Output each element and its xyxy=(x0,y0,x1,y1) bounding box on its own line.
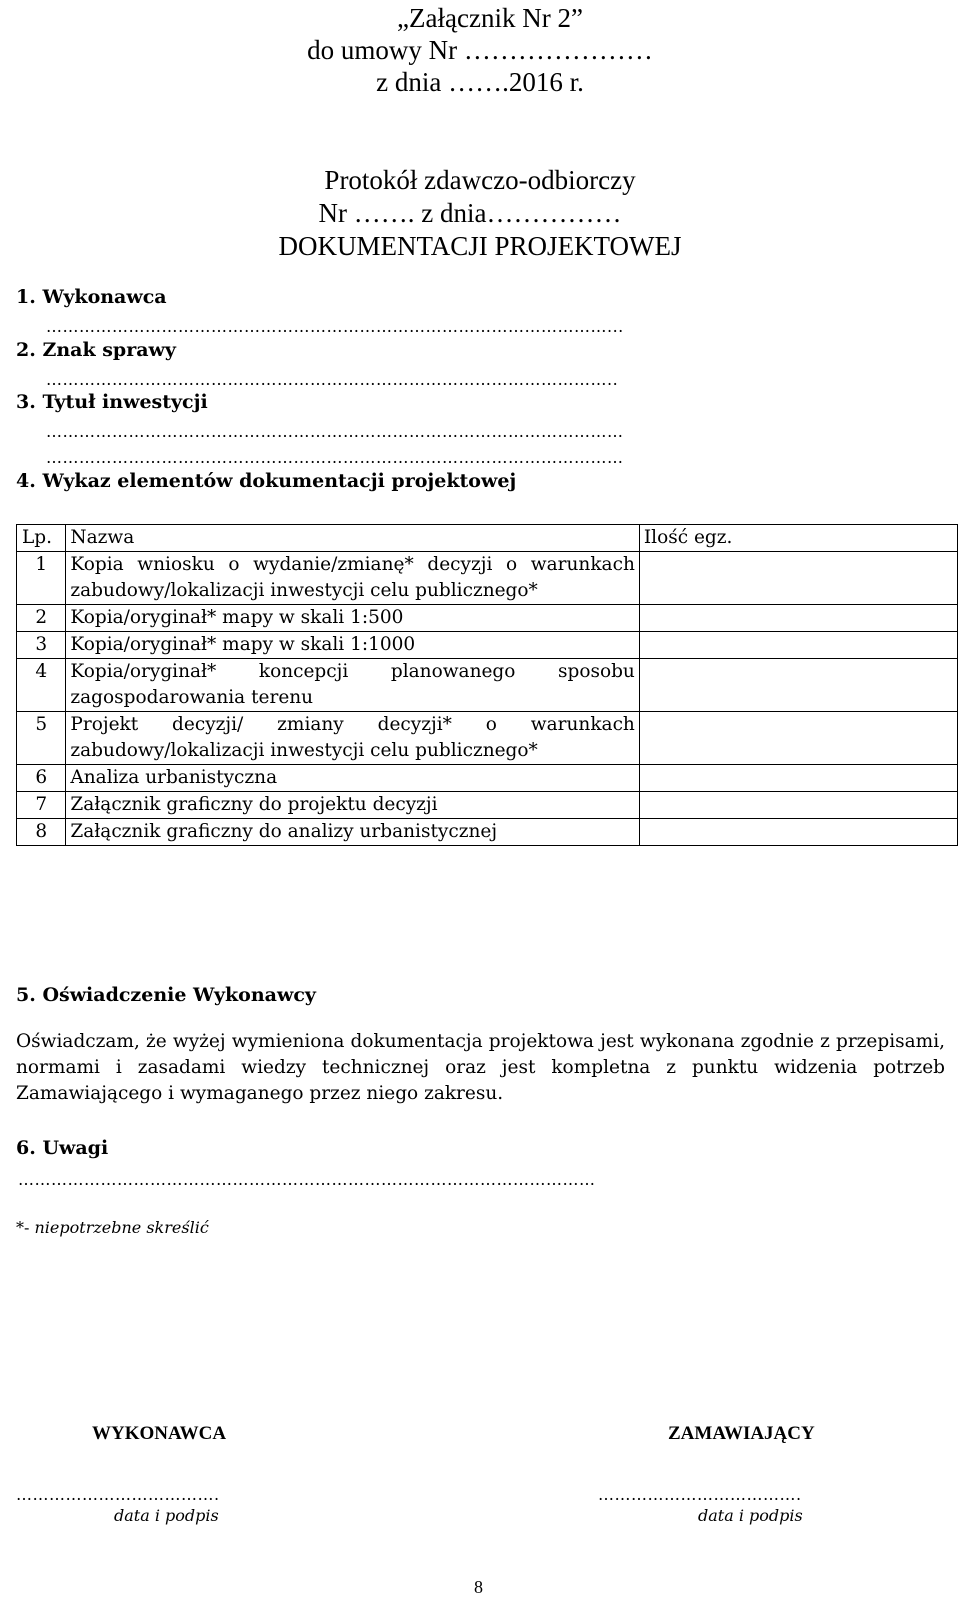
client-signature-label: ZAMAWIAJĄCY xyxy=(668,1423,815,1444)
row-name: Załącznik graficzny do projektu decyzji xyxy=(66,792,639,819)
protocol-subject-line: DOKUMENTACJI PROJEKTOWEJ xyxy=(278,231,682,261)
table-row xyxy=(17,765,958,792)
investment-title-dots-2: …………………………………………………………………………………………… xyxy=(46,448,624,467)
client-signature-dots: ………………………………. xyxy=(598,1485,802,1504)
remarks-dots: …………………………………………………………………………………………… xyxy=(18,1170,596,1189)
case-number-dots: ………………………………………………………………………………………….. xyxy=(46,370,619,389)
row-qty xyxy=(639,659,957,712)
protocol-title xyxy=(0,164,960,263)
row-qty xyxy=(639,765,957,792)
section-statement-label: 5. Oświadczenie Wykonawcy xyxy=(16,984,316,1006)
contractor-signature-dots: ………………………………. xyxy=(16,1485,220,1504)
section-case-number-label: 2. Znak sprawy xyxy=(16,339,176,361)
col-header-qty: Ilość egz. xyxy=(639,525,957,552)
row-qty xyxy=(639,632,957,659)
protocol-number-line: Nr ……. z dnia…………… xyxy=(318,198,622,228)
contractor-dots: …………………………………………………………………………………………... xyxy=(46,317,624,336)
row-lp: 7 xyxy=(17,792,66,819)
statement-text: Oświadczam, że wyżej wymieniona dokumentacja projektowa jest wykonana zgodnie z przepisami, normami i zasadami wiedzy technicznej oraz jest kompletna z punktu widzenia potrzeb Zamawiającego i wymaganego przez niego zakresu. xyxy=(16,1031,945,1104)
row-qty xyxy=(639,712,957,765)
contract-date-line: z dnia …….2016 r. xyxy=(376,67,584,97)
annex-title: „Załącznik Nr 2” xyxy=(397,3,583,33)
contractor-signature-note: data i podpis xyxy=(114,1506,219,1525)
row-qty xyxy=(639,605,957,632)
row-name: Załącznik graficzny do analizy urbanistycznej xyxy=(66,819,639,846)
row-lp: 8 xyxy=(17,819,66,846)
row-name: Kopia/oryginał* mapy w skali 1:500 xyxy=(66,605,639,632)
contractor-signature-label: WYKONAWCA xyxy=(92,1423,227,1444)
table-row xyxy=(17,712,958,765)
row-lp: 4 xyxy=(17,659,66,712)
row-name: Projekt decyzji/ zmiany decyzji* o warunkach zabudowy/lokalizacji inwestycji celu publicznego* xyxy=(66,712,639,765)
col-header-name: Nazwa xyxy=(66,525,639,552)
table-row xyxy=(17,605,958,632)
table-row xyxy=(17,659,958,712)
table-row xyxy=(17,792,958,819)
section-investment-title-label: 3. Tytuł inwestycji xyxy=(16,391,208,413)
documentation-table xyxy=(16,524,958,846)
row-qty xyxy=(639,819,957,846)
row-lp: 6 xyxy=(17,765,66,792)
row-name: Kopia/oryginał* mapy w skali 1:1000 xyxy=(66,632,639,659)
contract-number-line: do umowy Nr ………………… xyxy=(307,35,653,65)
row-qty xyxy=(639,792,957,819)
row-lp: 2 xyxy=(17,605,66,632)
row-name: Kopia/oryginał* koncepcji planowanego sposobu zagospodarowania terenu xyxy=(66,659,639,712)
table-header-row xyxy=(17,525,958,552)
section-remarks-label: 6. Uwagi xyxy=(16,1137,109,1159)
annex-header xyxy=(0,2,960,98)
row-name: Kopia wniosku o wydanie/zmianę* decyzji o warunkach zabudowy/lokalizacji inwestycji celu publicznego* xyxy=(66,552,639,605)
table-row xyxy=(17,819,958,846)
page-number: 8 xyxy=(474,1577,483,1597)
footnote xyxy=(16,1218,209,1237)
row-lp: 3 xyxy=(17,632,66,659)
row-name: Analiza urbanistyczna xyxy=(66,765,639,792)
table-row xyxy=(17,632,958,659)
protocol-title-line1: Protokół zdawczo-odbiorczy xyxy=(324,165,636,195)
section-documentation-list-label: 4. Wykaz elementów dokumentacji projektowej xyxy=(16,470,517,492)
col-header-lp: Lp. xyxy=(17,525,66,552)
row-lp: 1 xyxy=(17,552,66,605)
row-qty xyxy=(639,552,957,605)
table-row xyxy=(17,552,958,605)
investment-title-dots-1: …………………………………………………………………………………………… xyxy=(46,422,624,441)
row-lp: 5 xyxy=(17,712,66,765)
footnote-text: niepotrzebne skreślić xyxy=(34,1218,209,1237)
footnote-mark: *- xyxy=(16,1218,30,1237)
client-signature-note: data i podpis xyxy=(698,1506,803,1525)
section-contractor-label: 1. Wykonawca xyxy=(16,286,167,308)
